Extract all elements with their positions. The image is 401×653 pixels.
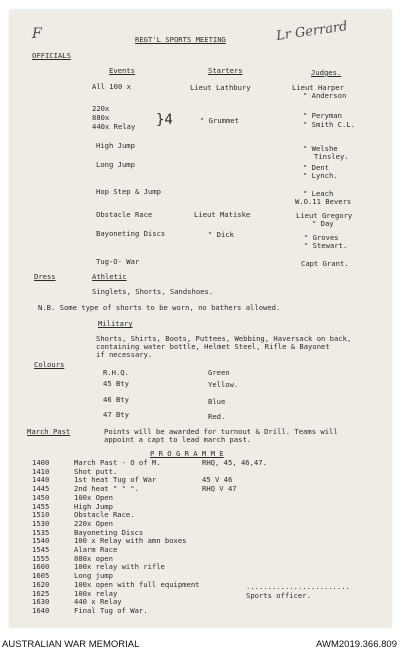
judge-name: " Lynch. [303,171,338,180]
handwritten-annotation: Lr Gerrard [275,19,349,44]
programme-event: 100x Open [74,492,113,502]
document-page [10,10,391,627]
military-dress-text: Shorts, Shirts, Boots, Puttees, Webbing, Haversack on back, [96,334,352,343]
judge-name: Tinsley. [314,152,349,161]
programme-time: 1455 [32,501,50,511]
programme-detail: RHQ, 45, 46,47. [202,458,267,467]
starter-name: " Dick [208,230,234,239]
colour-unit: 45 Bty [103,379,129,388]
programme-event: 100 x Relay with amn boxes [74,536,187,546]
judge-name: " Stewart. [304,241,348,250]
programme-time: 1630 [32,597,50,607]
programme-event: Obstacle Race. [74,510,135,520]
document-title: REGT'L SPORTS MEETING [135,35,226,44]
programme-event: Alarm Race [74,545,118,554]
event-label: All 100 x [92,82,131,91]
programme-event: Long jump [74,571,113,581]
judge-name: W.O.11 Bevers [295,197,352,206]
athletic-dress-text: Singlets, Shorts, Sandshoes. [92,287,214,296]
programme-time: 1400 [32,458,50,467]
event-label: 220x [92,104,110,113]
programme-time: 1540 [32,536,50,546]
programme-time: 1535 [32,527,50,537]
starters-column-header: Starters [208,66,243,75]
officials-heading: OFFICIALS [32,51,71,60]
programme-time: 1625 [32,588,50,598]
programme-detail: 45 V 46 [202,475,233,485]
colour-value: Yellow. [208,380,239,389]
programme-event: 2nd heat " " ". [74,484,139,494]
colour-value: Blue [208,397,226,406]
starter-name: " Grummet [200,116,239,125]
event-label: Tug-O- War [96,257,140,266]
programme-time: 1410 [32,466,50,476]
colour-unit: R.H.Q. [103,368,129,377]
programme-time: 1530 [32,518,50,528]
colour-value: Red. [208,412,226,421]
programme-event: 880x open [74,553,113,563]
programme-event: Final Tug of War. [74,605,148,615]
judge-name: " Smith C.L. [303,120,355,129]
event-label: Bayoneting Discs [96,229,166,238]
event-label: 440x Relay [92,122,136,131]
institution-name: AUSTRALIAN WAR MEMORIAL [2,639,140,650]
programme-time: 1450 [32,492,50,502]
judge-name: Lieut Gregory [296,211,353,220]
archive-footer [0,636,401,653]
judge-name: " Dent [303,163,329,172]
programme-time: 1605 [32,571,50,581]
nb-note: N.B. Some type of shorts to be worn, no bathers allowed. [38,303,281,312]
programme-event: Shot putt. [74,466,118,476]
starter-name: Lieut Matiske [194,210,251,219]
military-dress-text: if necessary. [96,350,153,359]
programme-heading: P R O G R A M M E [150,449,224,458]
event-label: Obstacle Race [96,210,153,219]
event-label: Long Jump [96,160,135,169]
colour-value: Green [208,368,230,377]
judge-name: " Welshe [303,144,338,153]
programme-time: 1510 [32,510,50,520]
programme-event: 220x Open [74,518,113,528]
judge-name: " Anderson [303,91,347,100]
programme-event: 100x relay with rifle [74,562,165,572]
dress-heading: Dress [34,272,56,281]
programme-time: 1620 [32,579,50,589]
colour-unit: 46 Bty [103,395,129,404]
march-past-heading: March Past [27,427,71,436]
judge-name: " Peryman [303,111,342,120]
judges-column-header: Judges. [311,68,342,77]
judge-name: " Day [312,219,334,228]
programme-time: 1545 [32,545,50,554]
accession-number: AWM2019.366.809 [316,639,397,650]
colours-heading: Colours [34,360,65,369]
athletic-heading: Athletic [92,272,127,281]
bracket-mark: }4 [156,112,173,128]
programme-event: 1st heat Tug of War [74,475,157,485]
programme-event: 100x relay [74,588,118,598]
military-heading: Military [98,319,133,328]
programme-time: 1440 [32,475,50,485]
march-past-text: appoint a capt to lead march past. [104,435,252,444]
events-column-header: Events [109,66,135,75]
judge-name: Lieut Harper [292,83,344,92]
file-mark: F [32,26,42,42]
judge-name: Capt Grant. [301,259,349,268]
judge-name: " Groves [304,233,339,242]
event-label: 880x [92,113,110,122]
programme-time: 1445 [32,484,50,494]
programme-event: March Past - O of M. [74,458,161,467]
programme-event: High Jump [74,501,113,511]
programme-event: 440 x Relay [74,597,122,607]
signature-line: ........................ [246,582,350,591]
programme-event: 100x open with full equipment [74,579,200,589]
event-label: High Jump [96,141,135,150]
event-label: Hop Step & Jump [96,187,161,196]
colour-unit: 47 Bty [103,410,129,419]
signature-label: Sports officer. [246,591,311,600]
programme-time: 1600 [32,562,50,572]
starter-name: Lieut Lathbury [190,83,251,92]
programme-detail: RHQ V 47 [202,484,237,494]
programme-time: 1555 [32,553,50,563]
programme-time: 1640 [32,605,50,615]
military-dress-text: containing water bottle, Helmet Steel, Rifle & Bayonet [96,342,330,351]
judge-name: " Leach [303,189,334,198]
march-past-text: Points will be awarded for turnout & Drill. Teams will [104,427,338,436]
programme-event: Bayoneting Discs [74,527,144,537]
